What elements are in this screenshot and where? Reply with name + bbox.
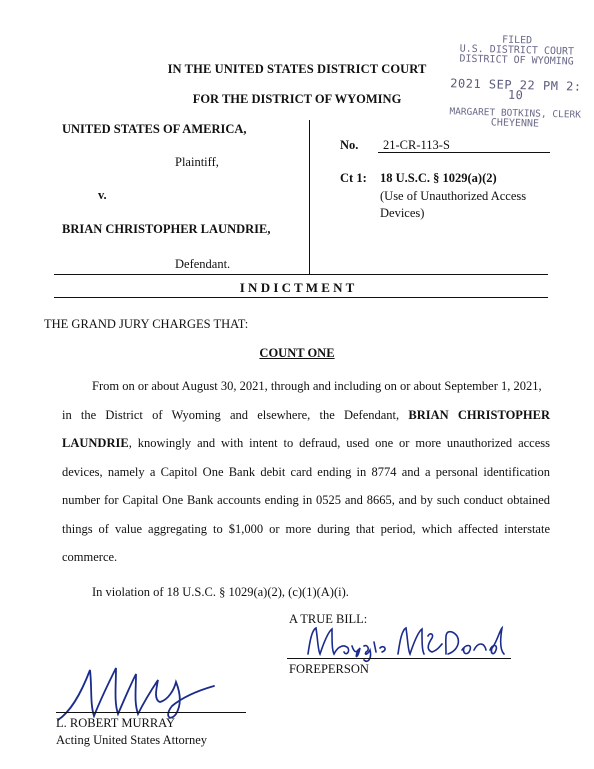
indictment-top-rule <box>54 274 548 275</box>
versus-label: v. <box>98 188 107 202</box>
paragraph-line-3 <box>62 429 550 458</box>
defendant-name: BRIAN CHRISTOPHER LAUNDRIE, <box>62 222 271 236</box>
attorney-signature-line <box>56 712 246 713</box>
paragraph-line-4: devices, namely a Capitol One Bank debit card ending in 8774 and a personal identification <box>62 464 550 479</box>
document-title: I N D I C T M E N T <box>239 280 355 295</box>
plaintiff-label: Plaintiff, <box>175 155 219 169</box>
filed-stamp <box>445 34 587 131</box>
stamp-district: DISTRICT OF WYOMING <box>459 53 574 68</box>
paragraph-line-2-text: in the District of Wyoming and elsewhere, the Defendant, <box>62 407 400 422</box>
foreperson-signature-line <box>287 658 511 659</box>
defendant-name-bold-2: LAUNDRIE <box>62 436 129 450</box>
grand-jury-intro: THE GRAND JURY CHARGES THAT: <box>44 317 249 331</box>
court-name: IN THE UNITED STATES DISTRICT COURT <box>167 62 427 76</box>
stamp-city: CHEYENNE <box>490 117 540 130</box>
paragraph-line-5: number for Capital One Bank accounts ending in 0525 and 8665, and by such conduct obtained <box>62 493 550 507</box>
court-district: FOR THE DISTRICT OF WYOMING <box>192 92 402 106</box>
paragraph-line-7: commerce. <box>62 550 118 564</box>
attorney-name: L. ROBERT MURRAY <box>56 716 176 730</box>
paragraph-line-1: From on or about August 30, 2021, through and including on or about September 1, 2021, <box>92 379 542 393</box>
stamp-filed: FILED <box>501 34 533 47</box>
plaintiff-name: UNITED STATES OF AMERICA, <box>62 122 247 136</box>
violation-statement: In violation of 18 U.S.C. § 1029(a)(2), (c)(1)(A)(i). <box>92 585 349 599</box>
case-number: 21-CR-113-S <box>383 138 450 152</box>
statute-description-1: (Use of Unauthorized Access <box>380 189 527 203</box>
indictment-bottom-rule <box>54 297 548 298</box>
case-number-underline <box>378 152 550 153</box>
count-one-paragraph <box>62 372 550 572</box>
true-bill-label: A TRUE BILL: <box>289 612 368 626</box>
caption-divider <box>309 120 310 274</box>
statute: 18 U.S.C. § 1029(a)(2) <box>380 171 497 185</box>
stamp-court: U.S. DISTRICT COURT <box>459 43 575 58</box>
paragraph-line-6: things of value aggregating to $1,000 or more during that period, which affected interstate <box>62 521 550 536</box>
attorney-title: Acting United States Attorney <box>56 733 208 747</box>
statute-description-2: Devices) <box>380 206 425 220</box>
case-number-label: No. <box>340 138 359 152</box>
paragraph-line-3-text: , knowingly and with intent to defraud, used one or more unauthorized access <box>128 436 550 450</box>
foreperson-label: FOREPERSON <box>289 662 369 676</box>
count-label: Ct 1: <box>340 171 367 185</box>
count-heading: COUNT ONE <box>259 346 335 360</box>
defendant-label: Defendant. <box>175 257 231 271</box>
paragraph-line-2 <box>62 401 550 430</box>
defendant-name-bold-1: BRIAN CHRISTOPHER <box>408 407 551 422</box>
stamp-clerk: MARGARET BOTKINS, CLERK <box>449 106 582 121</box>
stamp-date: 2021 SEP 22 PM 2: 10 <box>450 76 582 103</box>
